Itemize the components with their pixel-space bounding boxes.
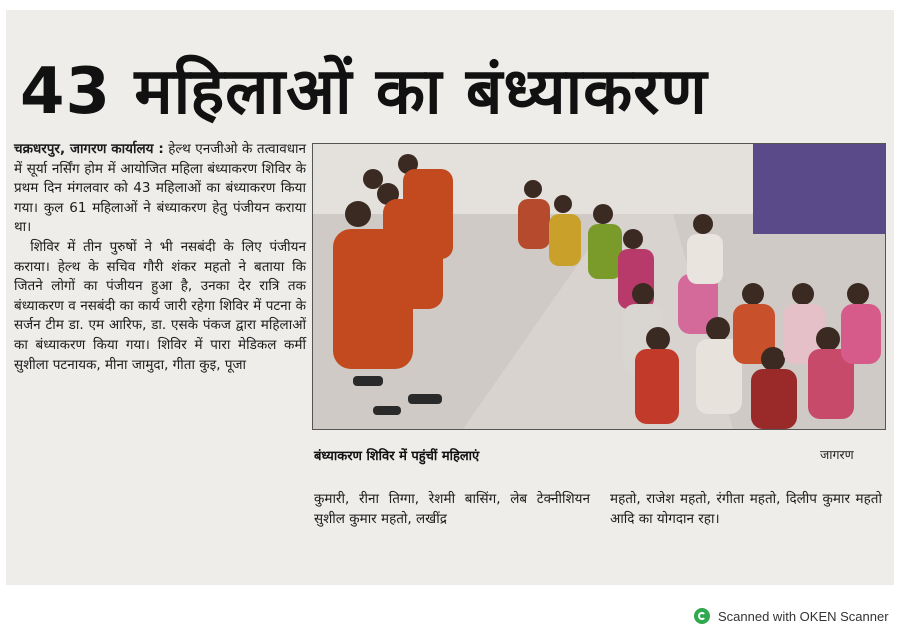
scanner-watermark	[694, 606, 889, 626]
article-paragraph-1	[14, 140, 306, 238]
scanner-label: Scanned with OKEN Scanner	[718, 608, 889, 624]
article-column-2: कुमारी, रीना तिग्गा, रेशमी बासिंग, लेब टेक्नीशियन सुशील कुमार महतो, लखींद्र	[314, 491, 590, 527]
dateline: चक्रधरपुर, जागरण कार्यालय :	[14, 141, 164, 157]
photo-caption: बंध्याकरण शिविर में पहुंचीं महिलाएं	[314, 449, 480, 464]
oken-scanner-logo-icon	[694, 608, 710, 624]
article-paragraph-2: शिविर में तीन पुरुषों ने भी नसबंदी के लिए पंजीयन कराया। हेल्थ के सचिव गौरी शंकर महतो ने बताया कि जितने लोगों का पंजीयन हुआ है, उनका देर रात्रि तक बंध्याकरण व नसबंदी का कार्य जारी रहेगा शिविर में पटना के सर्जन टीम डा. एम आरिफ, डा. एसके पंकज द्वारा महिलाओं का बंध्याकरण किया गया। शिविर में पारा मेडिकल कर्मी सुशीला पटनायक, मीना जामुदा, गीता कुइ, पूजा	[14, 238, 306, 373]
photo-women-seated-on-floor	[313, 144, 885, 429]
headline: 43 महिलाओं का बंध्याकरण	[20, 55, 708, 129]
news-photo	[312, 143, 886, 430]
article-column-3: महतो, राजेश महतो, रंगीता महतो, दिलीप कुमार महतो आदि का योगदान रहा।	[610, 491, 882, 527]
article-column-1	[14, 140, 306, 375]
photo-credit: जागरण	[820, 447, 854, 462]
paragraph-1-text: हेल्थ एनजीओ के तत्वावधान में सूर्या नर्सिंग होम में आयोजित महिला बंध्याकरण शिविर के प्रथम दिन मंगलवार को 43 महिलाओं का बंध्याकरण किया गया। कुल 61 महिलाओं ने बंध्याकरण हेतु पंजीयन कराया था।	[14, 141, 306, 236]
